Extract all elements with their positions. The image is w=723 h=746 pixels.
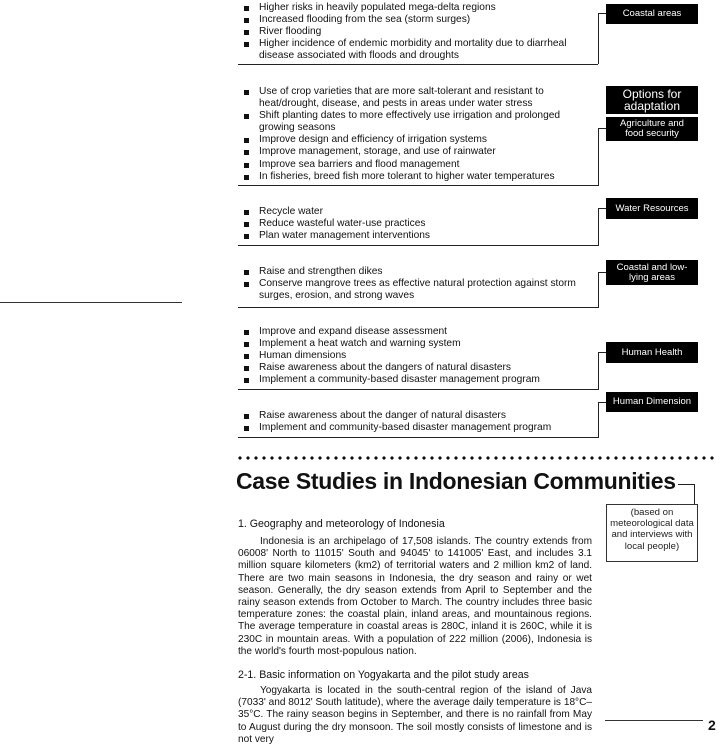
title-connector (678, 484, 694, 485)
page-number-rule (605, 720, 703, 721)
bracket-coastal-lowlying (238, 307, 599, 308)
bracket-human-health-vertical (598, 352, 599, 390)
tag-human-health: Human Health (606, 342, 698, 363)
bracket-water-vertical (598, 208, 599, 246)
list-item: Shift planting dates to more effectively use irrigation and prolonged growing seasons (238, 110, 598, 134)
paragraph-text: Yogyakarta is located in the south-central region of the island of Java (7033' and 8012' South latitude), where the average daily temperature is 18°C–35°C. The rainy season begins in September, and there is no rainfall from May to August during the dry monsoon. The soil mostly consists of limestone and is not very (238, 685, 592, 745)
title-connector-vertical (694, 484, 695, 504)
dotted-divider (236, 456, 716, 460)
note-box: (based on meteorological data and interviews with local people) (606, 504, 698, 562)
list-item: In fisheries, breed fish more tolerant to higher water temperatures (238, 171, 598, 183)
tag-connector (598, 128, 606, 129)
tag-connector (598, 13, 606, 14)
tag-coastal-areas: Coastal areas (606, 4, 698, 24)
list-item: Higher risks in heavily populated mega-delta regions (238, 2, 598, 14)
list-item: Improve sea barriers and flood management (238, 159, 598, 171)
list-item: Improve management, storage, and use of rainwater (238, 146, 598, 158)
list-item: Raise awareness about the danger of natural disasters (238, 410, 598, 422)
bracket-human-dimension-vertical (598, 402, 599, 438)
options-for-adaptation-label: Options for adaptation (606, 86, 698, 114)
human-health-block (238, 326, 598, 386)
section-heading-geography: 1. Geography and meteorology of Indonesia (238, 518, 445, 530)
human-dimension-block (238, 410, 598, 434)
list-item: Conserve mangrove trees as effective natural protection against storm surges, erosion, and strong waves (238, 278, 598, 302)
agriculture-block (238, 86, 598, 183)
case-studies-title: Case Studies in Indonesian Communities (236, 468, 676, 494)
paragraph-yogyakarta (238, 685, 592, 746)
list-item: Human dimensions (238, 350, 598, 362)
list-item: Increased flooding from the sea (storm surges) (238, 14, 598, 26)
section-heading-yogyakarta: 2-1. Basic information on Yogyakarta and the pilot study areas (238, 669, 529, 681)
bracket-coastal-vertical (598, 13, 599, 64)
paragraph-text: Indonesia is an archipelago of 17,508 islands. The country extends from 06008' North to 11015' South and 94045' to 141005' East, and includes 3.1 million square kilometers (km2) of territorial waters and 2 million km2 of land. There are two main seasons in Indonesia, the dry season and rainy or wet season. Generally, the dry season extends from April to September and the rainy season extends from October to March. The country includes three basic temperature zones: the coastal plain, inland areas, and mountainous regions. The average temperature in coastal areas is 280C, inland it is 260C, while it is 230C in mountain areas. With a population of 222 million (2006), Indonesia is the world's fourth most-populous nation. (238, 536, 592, 657)
list-item: Use of crop varieties that are more salt-tolerant and resistant to heat/drought, disease, and pests in areas under water stress (238, 86, 598, 110)
tag-connector (598, 272, 606, 273)
bracket-water (238, 245, 599, 246)
bracket-agriculture (238, 185, 599, 186)
bracket-human-health (238, 389, 599, 390)
bracket-coastal-lowlying-vertical (598, 272, 599, 308)
left-rule (0, 302, 182, 303)
tag-coastal-lowlying: Coastal and low-lying areas (606, 260, 698, 285)
tag-connector (598, 352, 606, 353)
list-item: River flooding (238, 26, 598, 38)
list-item: Improve and expand disease assessment (238, 326, 598, 338)
list-item: Plan water management interventions (238, 230, 598, 242)
page-number: 2 (708, 717, 716, 733)
paragraph-geography (238, 536, 592, 658)
list-item: Implement a community-based disaster management program (238, 374, 598, 386)
tag-connector (598, 402, 606, 403)
list-item: Higher incidence of endemic morbidity and mortality due to diarrheal disease associated with floods and droughts (238, 38, 598, 62)
list-item: Implement a heat watch and warning system (238, 338, 598, 350)
list-item: Recycle water (238, 206, 598, 218)
bracket-coastal (238, 10, 598, 65)
list-item: Implement and community-based disaster management program (238, 422, 598, 434)
tag-agriculture: Agriculture and food security (606, 117, 698, 141)
tag-human-dimension: Human Dimension (606, 392, 698, 412)
coastal-lowlying-block (238, 266, 598, 302)
list-item: Raise awareness about the dangers of natural disasters (238, 362, 598, 374)
list-item: Raise and strengthen dikes (238, 266, 598, 278)
tag-water-resources: Water Resources (606, 198, 698, 219)
bracket-human-dimension (238, 437, 599, 438)
list-item: Improve design and efficiency of irrigation systems (238, 134, 598, 146)
tag-connector (598, 208, 606, 209)
list-item: Reduce wasteful water-use practices (238, 218, 598, 230)
bracket-agriculture-vertical (598, 128, 599, 186)
water-resources-block (238, 206, 598, 242)
